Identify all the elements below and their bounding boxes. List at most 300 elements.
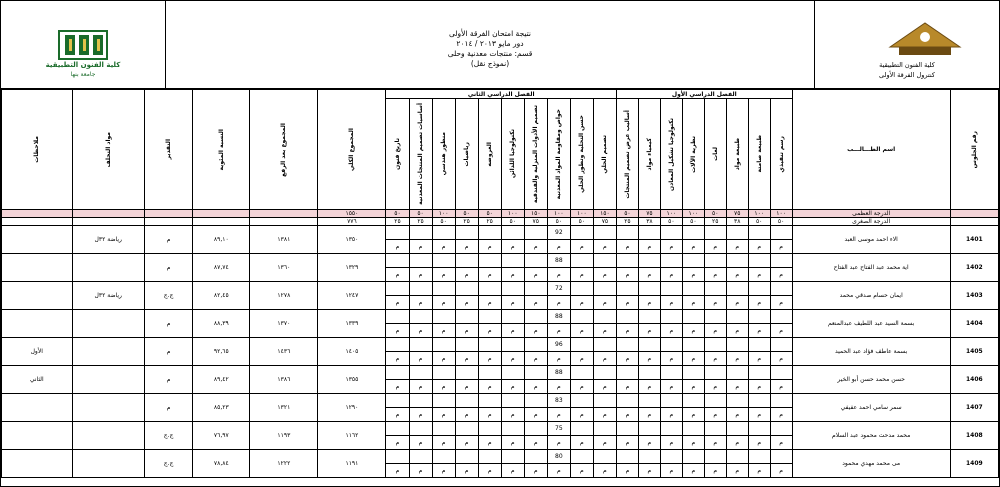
score-t2 [501, 310, 524, 324]
status-t2: م [455, 296, 478, 310]
score-t2 [501, 422, 524, 436]
status-t2: م [386, 324, 409, 338]
score-t1 [660, 394, 682, 408]
status-t1: م [682, 352, 704, 366]
status-t1: م [770, 324, 792, 338]
student-fail-subjects [72, 450, 144, 478]
score-t2 [478, 282, 501, 296]
status-t2: م [524, 296, 547, 310]
score-t2 [409, 254, 432, 268]
status-t2: م [547, 296, 570, 310]
status-t1: م [726, 296, 748, 310]
student-notes [2, 394, 73, 422]
subject-t2-0-text: تصميم الحلي [601, 134, 609, 174]
status-t1: م [682, 436, 704, 450]
score-t1 [660, 310, 682, 324]
score-t1 [616, 310, 638, 324]
status-t2: م [501, 240, 524, 254]
max-row-empty-4 [2, 210, 73, 218]
status-t2: م [478, 408, 501, 422]
max-row-label: الدرجة العظمى [792, 210, 950, 218]
min-row-t1-3: ٢٥ [704, 218, 726, 226]
model-line: (نموذج نقل) [470, 59, 510, 68]
fail-subject: رياضة [107, 236, 122, 243]
status-t1: م [748, 296, 770, 310]
status-t2: م [570, 408, 593, 422]
score-t2 [432, 310, 455, 324]
score-t2: 83 [547, 394, 570, 408]
status-t2: م [386, 268, 409, 282]
right-logo-block [814, 1, 999, 88]
score-t2 [593, 338, 616, 352]
subject-t2-5 [478, 99, 501, 210]
score-t1 [616, 394, 638, 408]
status-t2: م [501, 408, 524, 422]
student-total-after: ١٢٢٢ [250, 450, 318, 478]
score-t1 [704, 338, 726, 352]
student-seat: 1406 [950, 366, 998, 394]
score-t2: 72 [547, 282, 570, 296]
status-t1: م [748, 352, 770, 366]
max-row-t1-2: ٧٥ [726, 210, 748, 218]
score-t2 [524, 226, 547, 240]
subject-t1-2 [726, 99, 748, 210]
score-t2 [386, 366, 409, 380]
score-t2 [524, 450, 547, 464]
results-table [1, 89, 999, 478]
score-t1 [726, 450, 748, 464]
score-t1 [770, 282, 792, 296]
status-t1: م [660, 352, 682, 366]
score-t1 [638, 254, 660, 268]
fail-subjects-header-text: مواد التخلف [104, 131, 112, 168]
status-t2: م [570, 268, 593, 282]
grade-header [144, 90, 192, 210]
score-t1 [682, 422, 704, 436]
subject-t1-6-text: كيمياء مواد [645, 137, 653, 171]
status-t1: م [726, 324, 748, 338]
student-seat: 1401 [950, 226, 998, 254]
student-total-after: ١٣٧٠ [250, 310, 318, 338]
status-t2: م [547, 380, 570, 394]
score-t2 [432, 450, 455, 464]
score-t2 [455, 338, 478, 352]
student-grade: م [144, 394, 192, 422]
subject-t2-9 [386, 99, 409, 210]
score-t1 [638, 226, 660, 240]
min-row-label: الدرجة الصغرى [792, 218, 950, 226]
max-row-empty-2 [144, 210, 192, 218]
student-grade: ج.ج [144, 422, 192, 450]
subject-t1-4 [682, 99, 704, 210]
score-t2 [593, 310, 616, 324]
student-grade: ج.ج [144, 282, 192, 310]
status-t1: م [616, 464, 638, 478]
score-t1 [638, 394, 660, 408]
status-t1: م [704, 240, 726, 254]
status-t2: م [524, 380, 547, 394]
score-t2 [478, 226, 501, 240]
header-title-block [166, 1, 814, 88]
status-t1: م [748, 268, 770, 282]
score-t2 [386, 450, 409, 464]
student-percent: ٩٢,٦٥ [193, 338, 250, 366]
status-t2: م [524, 240, 547, 254]
score-t2 [409, 338, 432, 352]
score-t2 [455, 450, 478, 464]
score-t1 [660, 422, 682, 436]
student-total: ١١٩١ [318, 450, 386, 478]
status-t2: م [432, 268, 455, 282]
status-t1: م [660, 464, 682, 478]
max-row-t2-1: ١٠٠ [570, 210, 593, 218]
status-t2: م [478, 240, 501, 254]
subject-t2-2 [547, 99, 570, 210]
score-t1 [704, 226, 726, 240]
student-total-after: ١١٩٣ [250, 422, 318, 450]
total-after-header-text: المجموع بعد الرفع [280, 122, 288, 177]
subject-t1-0-text: رسم تنفيذي [777, 135, 785, 173]
score-t2: 96 [547, 338, 570, 352]
score-t2 [570, 422, 593, 436]
status-t2: م [386, 296, 409, 310]
student-fail-subjects [72, 254, 144, 282]
student-grade: ج.ج [144, 450, 192, 478]
status-t2: م [501, 268, 524, 282]
student-name: ايمان حسام صدقي محمد [792, 282, 950, 310]
score-t2 [593, 366, 616, 380]
student-seat: 1403 [950, 282, 998, 310]
status-t2: م [547, 464, 570, 478]
score-t1 [660, 226, 682, 240]
status-t2: م [455, 464, 478, 478]
student-fail-subjects [72, 394, 144, 422]
student-total: ١٤٠٥ [318, 338, 386, 366]
status-t2: م [432, 352, 455, 366]
score-t2 [501, 338, 524, 352]
score-t1 [770, 254, 792, 268]
status-t2: م [593, 240, 616, 254]
status-t2: م [386, 436, 409, 450]
status-t2: م [478, 324, 501, 338]
status-t2: م [501, 436, 524, 450]
score-t2 [455, 226, 478, 240]
status-t1: م [682, 324, 704, 338]
student-grade: م [144, 338, 192, 366]
status-t2: م [570, 436, 593, 450]
score-t2 [409, 310, 432, 324]
status-t1: م [682, 296, 704, 310]
min-row-t2-3: ٧٥ [524, 218, 547, 226]
status-t1: م [748, 464, 770, 478]
score-t2 [501, 226, 524, 240]
student-notes [2, 226, 73, 254]
status-t2: م [547, 408, 570, 422]
status-t2: م [386, 352, 409, 366]
status-t1: م [616, 436, 638, 450]
score-t2 [478, 450, 501, 464]
score-t1 [748, 254, 770, 268]
status-t1: م [616, 268, 638, 282]
status-t2: م [455, 352, 478, 366]
score-t2 [432, 226, 455, 240]
subject-t1-6 [638, 99, 660, 210]
status-t1: م [770, 464, 792, 478]
score-t1 [616, 226, 638, 240]
status-t2: م [593, 296, 616, 310]
student-total-after: ١٣٦٠ [250, 254, 318, 282]
score-t2 [409, 366, 432, 380]
student-percent: ٧٨,٨٤ [193, 450, 250, 478]
status-t1: م [726, 436, 748, 450]
score-t1 [682, 254, 704, 268]
session-line: دور مايو ٢٠١٣ / ٢٠١٤ [456, 39, 524, 48]
min-row-t1-5: ٥٠ [660, 218, 682, 226]
score-t1 [770, 422, 792, 436]
score-t2 [501, 394, 524, 408]
min-row-t2-8: ٢٥ [409, 218, 432, 226]
status-t1: م [682, 380, 704, 394]
term1-header: الفصل الدراسي الأول [616, 90, 792, 99]
score-t1 [748, 450, 770, 464]
student-notes [2, 310, 73, 338]
max-row-t1-5: ١٠٠ [660, 210, 682, 218]
student-seat: 1408 [950, 422, 998, 450]
student-grade: م [144, 226, 192, 254]
score-t2 [386, 310, 409, 324]
score-t2 [409, 422, 432, 436]
subject-t2-3-text: تصميم الأدوات المنزلية والفندقية [532, 104, 540, 204]
score-t2: 75 [547, 422, 570, 436]
status-t1: م [638, 296, 660, 310]
status-t1: م [660, 296, 682, 310]
score-t2 [524, 254, 547, 268]
student-name: اية محمد عبد الفتاح عبد الفتاح [792, 254, 950, 282]
score-t2 [478, 422, 501, 436]
score-t1 [748, 366, 770, 380]
student-percent: ٨٩,٤٢ [193, 366, 250, 394]
score-t1 [616, 338, 638, 352]
total-header-text: المجموع الكلي [348, 128, 356, 171]
status-t1: م [616, 352, 638, 366]
status-t1: م [704, 296, 726, 310]
score-t2 [455, 422, 478, 436]
score-t1 [682, 450, 704, 464]
score-t2: 88 [547, 310, 570, 324]
status-t2: م [501, 352, 524, 366]
status-t1: م [770, 296, 792, 310]
score-t2 [524, 394, 547, 408]
min-row-t2-6: ٢٥ [455, 218, 478, 226]
score-t2 [570, 394, 593, 408]
student-percent: ٨٥,٢٣ [193, 394, 250, 422]
subject-t1-0 [770, 99, 792, 210]
status-t1: م [704, 380, 726, 394]
status-t2: م [409, 380, 432, 394]
student-percent: ٨٩,١٠ [193, 226, 250, 254]
score-t1 [770, 450, 792, 464]
notes-header [2, 90, 73, 210]
max-row-empty-1 [193, 210, 250, 218]
max-row-t1-6: ٧٥ [638, 210, 660, 218]
status-t2: م [478, 436, 501, 450]
score-t1 [660, 338, 682, 352]
score-t2 [524, 366, 547, 380]
min-row-t1-6: ٣٨ [638, 218, 660, 226]
status-t1: م [726, 408, 748, 422]
score-t2 [409, 282, 432, 296]
subject-t1-2-text: طبيعة مواد [733, 137, 741, 171]
max-row-t1-7: ٥٠ [616, 210, 638, 218]
max-row-t2-7: ١٠٠ [432, 210, 455, 218]
score-t2 [478, 254, 501, 268]
status-t1: م [770, 268, 792, 282]
status-t2: م [409, 408, 432, 422]
student-notes [2, 282, 73, 310]
student-seat: 1407 [950, 394, 998, 422]
status-t2: م [547, 352, 570, 366]
student-total-after: ١٣٨٦ [250, 366, 318, 394]
status-t1: م [616, 324, 638, 338]
score-t1 [682, 226, 704, 240]
score-t2 [386, 338, 409, 352]
score-t1 [748, 338, 770, 352]
status-t1: م [638, 436, 660, 450]
status-t1: م [682, 408, 704, 422]
score-t2 [386, 422, 409, 436]
status-t2: م [524, 408, 547, 422]
status-t1: م [638, 240, 660, 254]
student-notes: الأول [2, 338, 73, 366]
max-row-t2-9: ٥٠ [386, 210, 409, 218]
status-t2: م [409, 324, 432, 338]
score-t2 [409, 226, 432, 240]
score-t1 [638, 310, 660, 324]
subject-t1-7-text: أساليب عرض تصميم المنتجات [623, 109, 631, 199]
subject-t2-2-text: خواص ومقاومة المواد المعدنية [555, 108, 563, 200]
score-t2 [524, 282, 547, 296]
score-t2 [455, 254, 478, 268]
fail-subject-score: ٣٢ل [94, 236, 108, 243]
student-total-after: ١٢٧٨ [250, 282, 318, 310]
status-t2: م [570, 464, 593, 478]
status-t1: م [748, 240, 770, 254]
fail-subjects-header [72, 90, 144, 210]
total-after-header [250, 90, 318, 210]
subject-t2-8 [409, 99, 432, 210]
page-title: نتيجة امتحان الفرقة الأولى [448, 29, 532, 38]
student-notes: الثاني [2, 366, 73, 394]
score-t2 [570, 282, 593, 296]
max-row-empty-3 [72, 210, 144, 218]
status-t1: م [704, 408, 726, 422]
score-t2 [432, 282, 455, 296]
score-t1 [638, 422, 660, 436]
status-t2: م [524, 464, 547, 478]
status-t1: م [616, 408, 638, 422]
min-row-empty-0 [250, 218, 318, 226]
student-grade: م [144, 254, 192, 282]
status-t1: م [660, 240, 682, 254]
student-fail-subjects [72, 282, 144, 310]
status-t1: م [638, 380, 660, 394]
status-t2: م [501, 324, 524, 338]
score-t2 [593, 394, 616, 408]
student-notes [2, 422, 73, 450]
status-t1: م [770, 380, 792, 394]
min-row-t2-5: ٢٥ [478, 218, 501, 226]
score-t2 [593, 254, 616, 268]
score-t2 [570, 310, 593, 324]
score-t1 [682, 394, 704, 408]
status-t1: م [726, 268, 748, 282]
total-header [318, 90, 386, 210]
status-t1: م [704, 352, 726, 366]
status-t2: م [478, 268, 501, 282]
score-t1 [616, 366, 638, 380]
status-t1: م [770, 436, 792, 450]
status-t1: م [660, 436, 682, 450]
student-total: ١٣٢٩ [318, 254, 386, 282]
status-t2: م [455, 408, 478, 422]
max-row-t1-3: ٥٠ [704, 210, 726, 218]
subject-t1-3 [704, 99, 726, 210]
status-t2: م [501, 380, 524, 394]
score-t1 [770, 394, 792, 408]
score-t1 [616, 282, 638, 296]
student-notes [2, 450, 73, 478]
subject-t2-6-text: رياضيات [463, 141, 471, 167]
score-t1 [726, 282, 748, 296]
status-t1: م [638, 268, 660, 282]
score-t2 [570, 450, 593, 464]
left-logo-block [1, 1, 166, 88]
min-row-empty-3 [72, 218, 144, 226]
status-t2: م [409, 268, 432, 282]
max-row-empty-0 [250, 210, 318, 218]
score-t2: 88 [547, 254, 570, 268]
score-t1 [616, 450, 638, 464]
score-t2 [593, 422, 616, 436]
status-t2: م [386, 408, 409, 422]
subject-t2-3 [524, 99, 547, 210]
status-t1: م [682, 268, 704, 282]
max-row-t2-2: ١٠٠ [547, 210, 570, 218]
student-grade: م [144, 366, 192, 394]
left-logo-subtext: جامعة بنها [70, 71, 96, 78]
status-t2: م [547, 240, 570, 254]
score-t2 [478, 366, 501, 380]
status-t2: م [593, 408, 616, 422]
subject-t1-4-text: نظرية الآلات [689, 135, 697, 173]
score-t2 [409, 450, 432, 464]
status-t2: م [432, 436, 455, 450]
score-t2 [593, 226, 616, 240]
score-t1 [638, 366, 660, 380]
status-t1: م [748, 380, 770, 394]
student-grade: م [144, 310, 192, 338]
score-t1 [748, 394, 770, 408]
student-fail-subjects [72, 366, 144, 394]
fail-subject-score: ٣٢ل [94, 292, 108, 299]
score-t2 [524, 338, 547, 352]
score-t2: 92 [547, 226, 570, 240]
score-t2: 80 [547, 450, 570, 464]
college-name-right: كلية الفنون التطبيقية [879, 61, 935, 69]
score-t1 [704, 282, 726, 296]
score-t2 [593, 282, 616, 296]
fail-subject: رياضة [107, 292, 122, 299]
